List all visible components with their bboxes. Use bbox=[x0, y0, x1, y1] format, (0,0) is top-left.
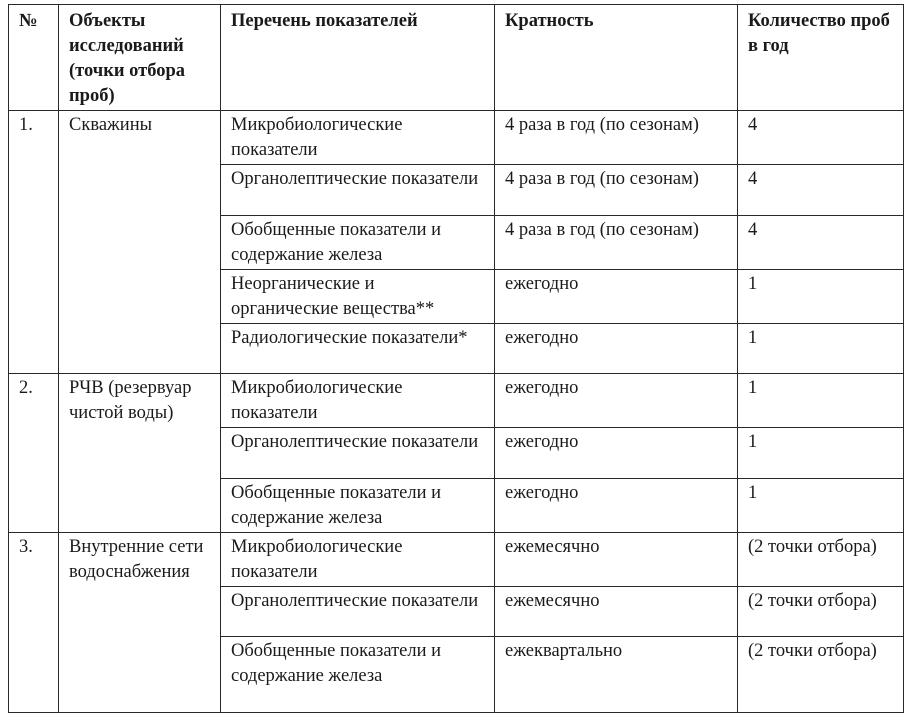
indicator-cell: Обобщенные показатели и содержание железа bbox=[221, 478, 495, 532]
indicator-cell: Органолептические показатели bbox=[221, 428, 495, 479]
count-cell: 4 bbox=[738, 165, 904, 216]
count-cell: 1 bbox=[738, 323, 904, 374]
header-objects: Объекты исследований (точки отбора проб) bbox=[59, 5, 221, 111]
table-row bbox=[9, 374, 904, 428]
frequency-cell: 4 раза в год (по сезонам) bbox=[495, 111, 738, 165]
frequency-cell: 4 раза в год (по сезонам) bbox=[495, 215, 738, 269]
table-row bbox=[9, 532, 904, 586]
header-indicators: Перечень показателей bbox=[221, 5, 495, 111]
header-frequency: Кратность bbox=[495, 5, 738, 111]
count-cell: 4 bbox=[738, 111, 904, 165]
group-number: 1. bbox=[9, 111, 59, 374]
table-row bbox=[9, 111, 904, 165]
header-sample-count: Количество проб в год bbox=[738, 5, 904, 111]
frequency-cell: ежегодно bbox=[495, 478, 738, 532]
monitoring-table bbox=[8, 4, 904, 713]
indicator-cell: Микробиологические показатели bbox=[221, 374, 495, 428]
group-object: РЧВ (резервуар чистой воды) bbox=[59, 374, 221, 533]
frequency-cell: ежегодно bbox=[495, 428, 738, 479]
header-number: № bbox=[9, 5, 59, 111]
indicator-cell: Микробиологические показатели bbox=[221, 532, 495, 586]
indicator-cell: Обобщенные показатели и содержание железа bbox=[221, 637, 495, 713]
indicator-cell: Обобщенные показатели и содержание железа bbox=[221, 215, 495, 269]
frequency-cell: ежегодно bbox=[495, 374, 738, 428]
count-cell: (2 точки отбора) bbox=[738, 586, 904, 637]
count-cell: (2 точки отбора) bbox=[738, 532, 904, 586]
count-cell: (2 точки отбора) bbox=[738, 637, 904, 713]
count-cell: 1 bbox=[738, 478, 904, 532]
count-cell: 4 bbox=[738, 215, 904, 269]
indicator-cell: Органолептические показатели bbox=[221, 586, 495, 637]
group-object: Скважины bbox=[59, 111, 221, 374]
indicator-cell: Радиологические показатели* bbox=[221, 323, 495, 374]
frequency-cell: ежеквартально bbox=[495, 637, 738, 713]
indicator-cell: Микробиологические показатели bbox=[221, 111, 495, 165]
group-number: 2. bbox=[9, 374, 59, 533]
group-number: 3. bbox=[9, 532, 59, 713]
frequency-cell: 4 раза в год (по сезонам) bbox=[495, 165, 738, 216]
frequency-cell: ежегодно bbox=[495, 269, 738, 323]
frequency-cell: ежемесячно bbox=[495, 586, 738, 637]
count-cell: 1 bbox=[738, 269, 904, 323]
group-object: Внутренние сети водоснабжения bbox=[59, 532, 221, 713]
indicator-cell: Неорганические и органические вещества** bbox=[221, 269, 495, 323]
frequency-cell: ежегодно bbox=[495, 323, 738, 374]
frequency-cell: ежемесячно bbox=[495, 532, 738, 586]
indicator-cell: Органолептические показатели bbox=[221, 165, 495, 216]
count-cell: 1 bbox=[738, 374, 904, 428]
table-header-row bbox=[9, 5, 904, 111]
count-cell: 1 bbox=[738, 428, 904, 479]
